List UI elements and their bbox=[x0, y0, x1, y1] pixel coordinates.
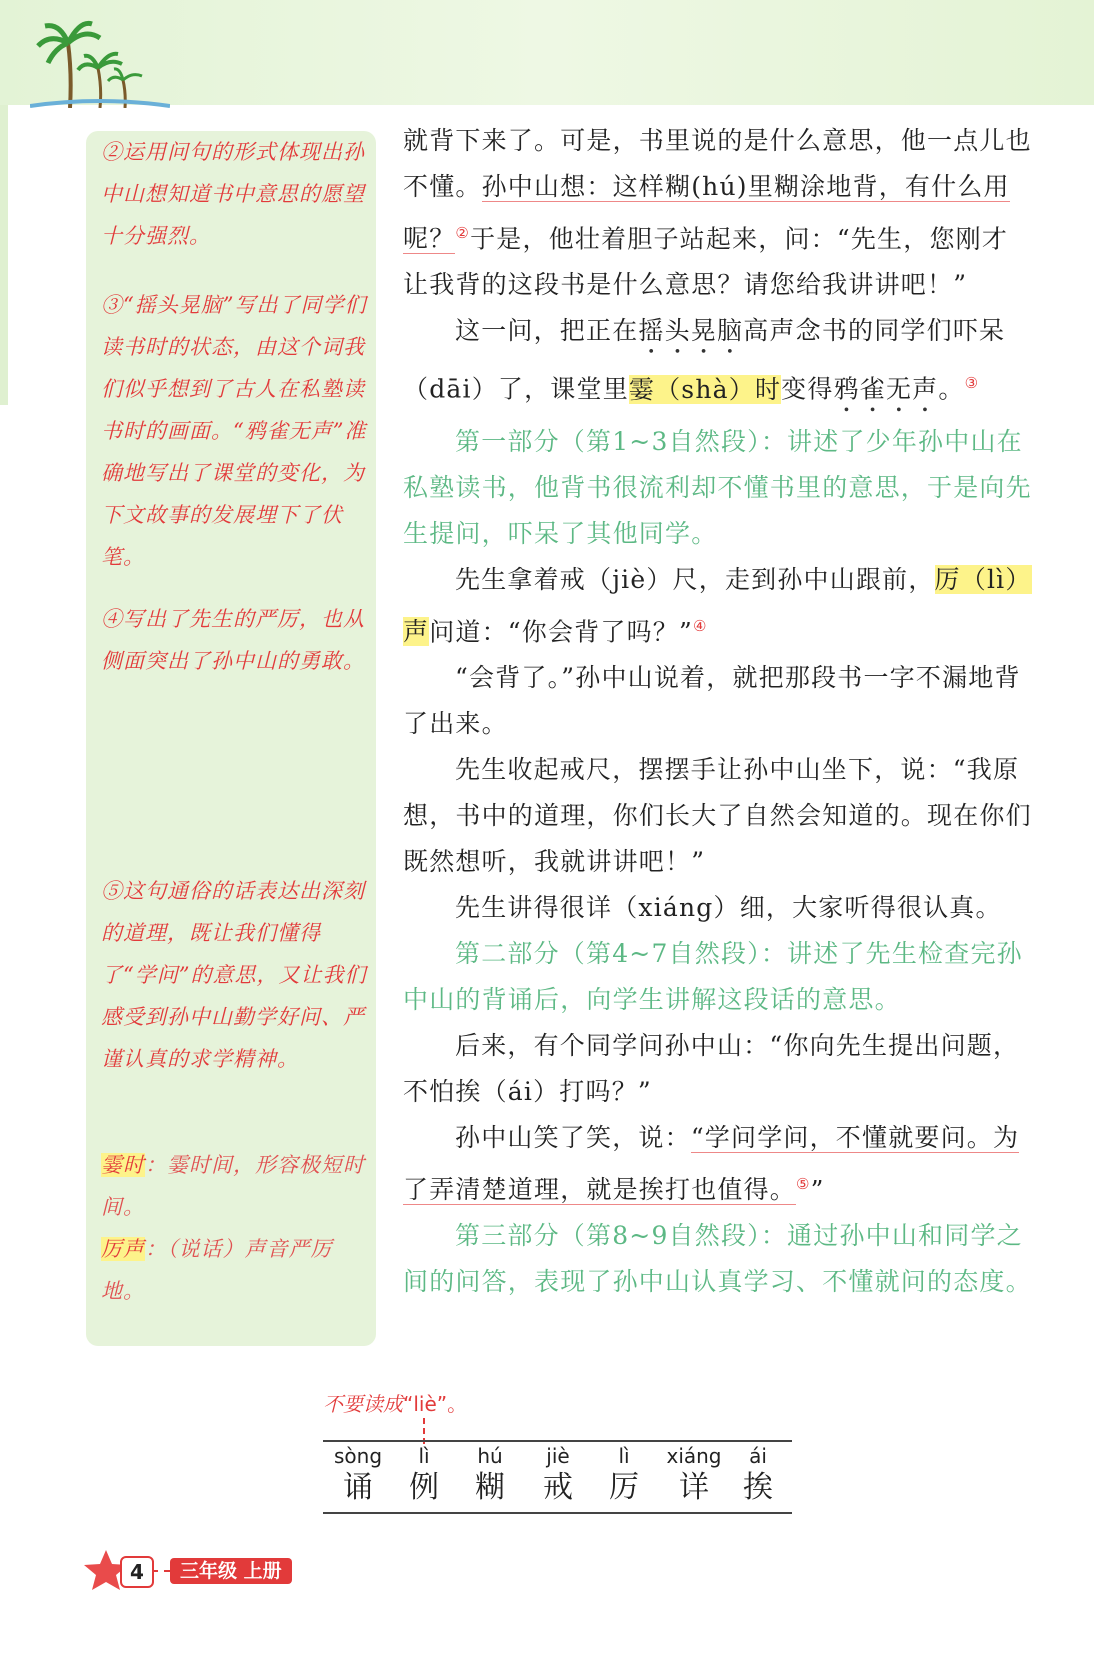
character: 详 bbox=[679, 1470, 709, 1505]
dotted-word: 摇头晃脑 bbox=[638, 316, 744, 346]
glossary-definition: ：霎时间，形容极短时间。 bbox=[101, 1153, 365, 1219]
page-footer bbox=[82, 1548, 342, 1588]
note-pinyin: “liè”。 bbox=[403, 1392, 468, 1416]
annotation-2: ②运用问句的形式体现出孙中山想知道书中意思的愿望十分强烈。 bbox=[101, 140, 365, 248]
paragraph: 先生讲得很详（xiáng）细，大家听得很认真。 bbox=[455, 892, 1002, 922]
left-edge-decoration bbox=[0, 105, 8, 405]
annotation-marker: ② bbox=[455, 224, 471, 242]
text: 先生拿着戒（jiè）尺，走到孙中山跟前， bbox=[455, 564, 935, 594]
pinyin: lì bbox=[618, 1444, 630, 1468]
pronunciation-note bbox=[323, 1388, 467, 1417]
character: 诵 bbox=[343, 1470, 373, 1505]
text: 于是，他壮着胆子站起来，问：“先生，您刚才让我背的这段书是什么意思？请您给我讲讲吧！” bbox=[403, 224, 1009, 300]
note-text: 不要读成 bbox=[323, 1392, 403, 1416]
char-cell bbox=[523, 1442, 593, 1506]
paragraph bbox=[403, 118, 1033, 308]
char-cell bbox=[455, 1442, 525, 1506]
story-text bbox=[403, 118, 1033, 1305]
glossary-shashi bbox=[101, 1144, 371, 1228]
text: 。 bbox=[938, 374, 965, 404]
text: 这一问，把正在 bbox=[455, 316, 639, 346]
paragraph: 后来，有个同学问孙中山：“你向先生提出问题，不怕挨（ái）打吗？” bbox=[403, 1030, 1020, 1106]
glossary-lisheng bbox=[101, 1228, 371, 1312]
text: 孙中山笑了笑，说： bbox=[455, 1122, 691, 1152]
character: 糊 bbox=[475, 1470, 505, 1505]
glossary-definition: ：（说话）声音严厉地。 bbox=[101, 1237, 333, 1303]
highlighted-word: 霎（shà）时 bbox=[628, 374, 782, 404]
dotted-word: 鸦雀无声 bbox=[833, 374, 939, 404]
paragraph bbox=[403, 557, 1033, 655]
text: 变得 bbox=[781, 374, 834, 404]
glossary-term: 厉声 bbox=[101, 1237, 145, 1261]
annotation-marker: ③ bbox=[964, 374, 980, 393]
section-summary: 第一部分（第1~3自然段）：讲述了少年孙中山在私塾读书，他背书很流利却不懂书里的意思，于是向先生提问，吓呆了其他同学。 bbox=[403, 426, 1032, 548]
underlined-text: “学问学问，不懂就要问。为了弄清楚道理，就是挨打也值得。 bbox=[403, 1122, 1020, 1205]
highlighted-word: 厉（lì）声 bbox=[403, 564, 1032, 646]
footer-dashes bbox=[152, 1570, 170, 1572]
character: 挨 bbox=[743, 1470, 773, 1505]
paragraph: “会背了。”孙中山说着，就把那段书一字不漏地背了出来。 bbox=[403, 662, 1021, 738]
section-summary: 第三部分（第8~9自然段）：通过孙中山和同学之间的问答，表现了孙中山认真学习、不懂就问的态度。 bbox=[403, 1221, 1032, 1297]
text: 高声念书的同学们吓呆（dāi）了，课堂里 bbox=[403, 316, 1006, 404]
text: ” bbox=[810, 1175, 825, 1205]
char-cell bbox=[723, 1442, 793, 1506]
annotation-marker: ④ bbox=[692, 616, 708, 635]
character: 厉 bbox=[609, 1470, 639, 1505]
section-summary: 第二部分（第4~7自然段）：讲述了先生检查完孙中山的背诵后，向学生讲解这段话的意思。 bbox=[403, 938, 1023, 1014]
annotation-4: ④写出了先生的严厉，也从侧面突出了孙中山的勇敢。 bbox=[101, 607, 365, 673]
page-number: 4 bbox=[120, 1556, 154, 1588]
pinyin: lì bbox=[418, 1444, 430, 1468]
text: 就背下来了。可是，书里说的是什么意思，他一点儿也不懂。 bbox=[403, 126, 1032, 201]
pinyin: ái bbox=[749, 1444, 767, 1468]
annotation-3: ③“摇头晃脑”写出了同学们读书时的状态，由这个词我们似乎想到了古人在私塾读书时的画面。“鸦雀无声”准确地写出了课堂的变化，为下文故事的发展埋下了伏笔。 bbox=[101, 293, 367, 569]
annotation-marker: ⑤ bbox=[796, 1174, 811, 1193]
character: 例 bbox=[409, 1470, 439, 1505]
grade-label: 三年级 上册 bbox=[170, 1558, 292, 1584]
text: 问道：“你会背了吗？” bbox=[429, 616, 693, 646]
char-cell bbox=[389, 1442, 459, 1506]
new-characters-table bbox=[323, 1440, 792, 1514]
char-cell bbox=[323, 1442, 393, 1506]
glossary-term: 霎时 bbox=[101, 1153, 145, 1177]
paragraph: 先生收起戒尺，摆摆手让孙中山坐下，说：“我原想，书中的道理，你们长大了自然会知道的。现在你们既然想听，我就讲讲吧！” bbox=[403, 754, 1032, 876]
paragraph bbox=[403, 1115, 1033, 1213]
palm-trees-illustration bbox=[30, 18, 170, 108]
char-cell bbox=[659, 1442, 729, 1506]
pinyin: sòng bbox=[333, 1444, 383, 1468]
pinyin: xiáng bbox=[666, 1444, 722, 1468]
annotation-5: ⑤这句通俗的话表达出深刻的道理，既让我们懂得了“学问”的意思，又让我们感受到孙中山勤学好问、严谨认真的求学精神。 bbox=[101, 879, 367, 1071]
paragraph bbox=[403, 308, 1033, 418]
char-cell bbox=[589, 1442, 659, 1506]
pinyin: jiè bbox=[546, 1444, 570, 1468]
character: 戒 bbox=[543, 1470, 573, 1505]
underlined-text: 孙中山想：这样糊(hú)里糊涂地背，有什么用呢？ bbox=[403, 172, 1010, 254]
pinyin: hú bbox=[477, 1444, 503, 1468]
